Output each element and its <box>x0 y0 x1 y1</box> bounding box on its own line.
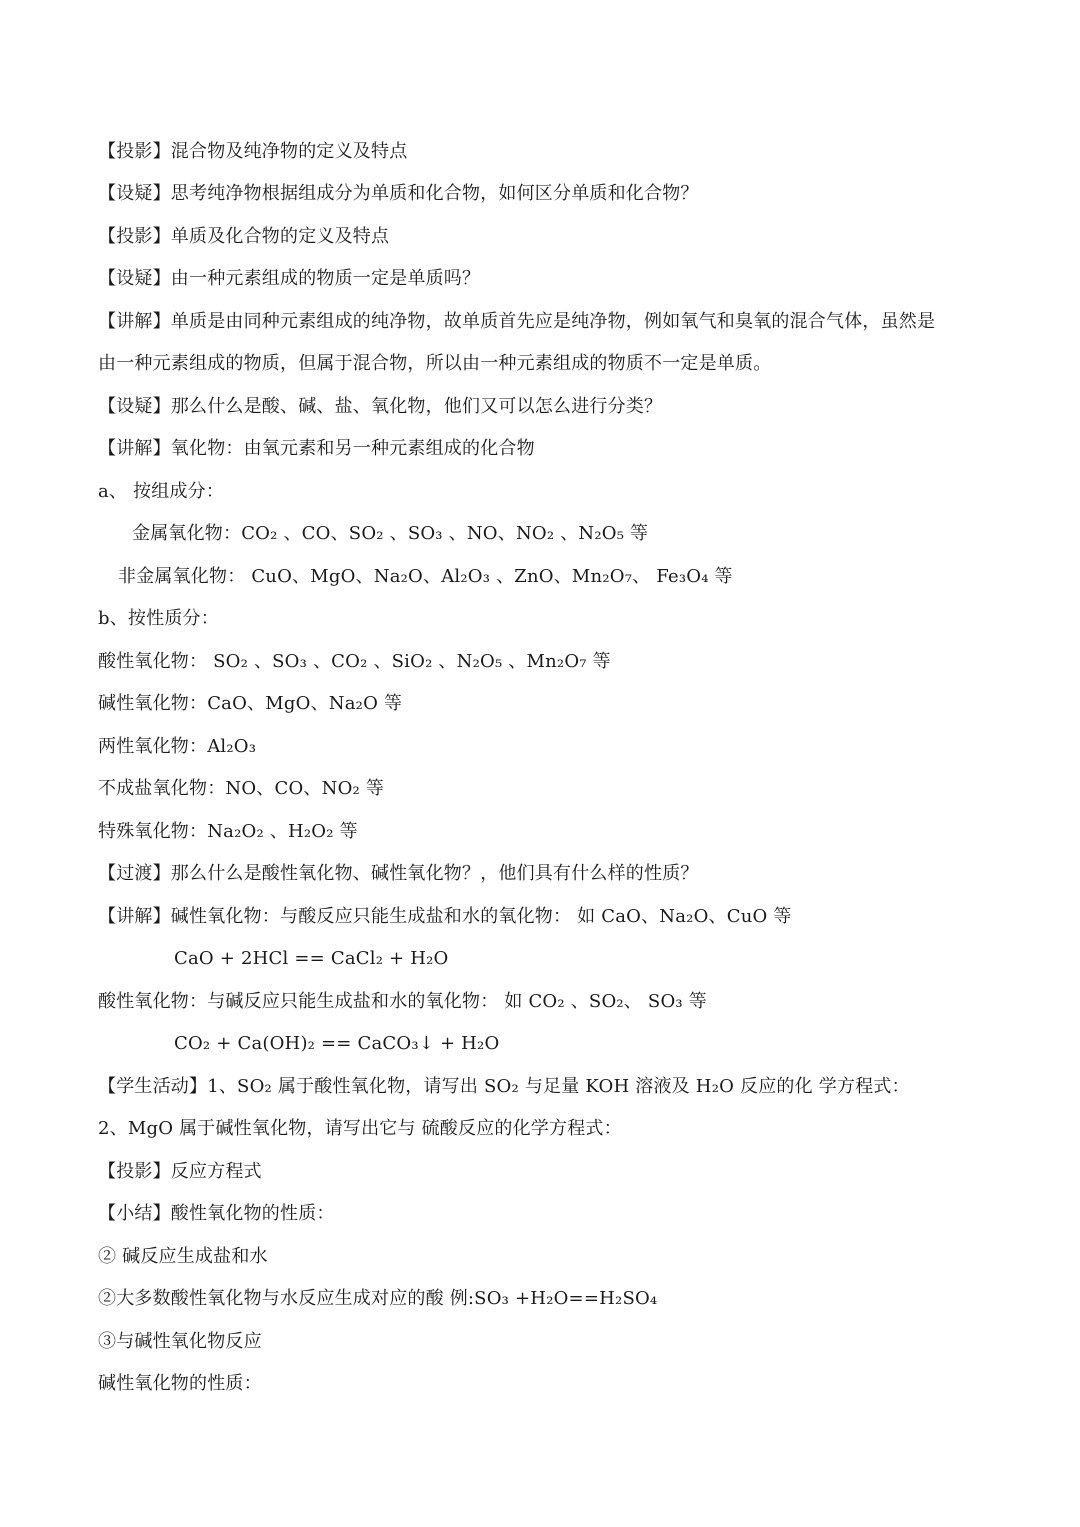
text-line: b、按性质分： <box>98 608 219 629</box>
text-line: 【小结】酸性氧化物的性质： <box>98 1203 335 1224</box>
text-line: 【投影】单质及化合物的定义及特点 <box>98 226 390 247</box>
text-line: 【讲解】氧化物：由氧元素和另一种元素组成的化合物 <box>98 438 535 459</box>
text-line: 【过渡】那么什么是酸性氧化物、碱性氧化物？，他们具有什么样的性质？ <box>98 863 699 884</box>
text-line: ③与碱性氧化物反应 <box>98 1331 262 1352</box>
equation-line: CO₂ + Ca(OH)₂ == CaCO₃↓ + H₂O <box>174 1033 500 1054</box>
text-line: 【学生活动】1、SO₂ 属于酸性氧化物，请写出 SO₂ 与足量 KOH 溶液及 H₂O 反应的化 学方程式： <box>98 1076 910 1097</box>
text-line: 【投影】混合物及纯净物的定义及特点 <box>98 141 408 162</box>
text-line: 金属氧化物：CO₂ 、CO、SO₂ 、SO₃ 、NO、NO₂ 、N₂O₅ 等 <box>132 523 649 544</box>
text-line: 【设疑】由一种元素组成的物质一定是单质吗？ <box>98 268 481 289</box>
text-line: a、 按组成分： <box>98 481 225 502</box>
text-line: 【投影】反应方程式 <box>98 1161 262 1182</box>
text-line: 2、MgO 属于碱性氧化物，请写出它与 硫酸反应的化学方程式： <box>98 1118 622 1139</box>
text-line: 酸性氧化物：与碱反应只能生成盐和水的氧化物： 如 CO₂ 、SO₂、 SO₃ 等 <box>98 991 707 1012</box>
text-line: ② 碱反应生成盐和水 <box>98 1246 268 1267</box>
text-line: 【讲解】碱性氧化物：与酸反应只能生成盐和水的氧化物： 如 CaO、Na₂O、CuO 等 <box>98 906 792 927</box>
text-line: 【讲解】单质是由同种元素组成的纯净物，故单质首先应是纯净物，例如氧气和臭氧的混合气体，虽然是 <box>98 311 936 332</box>
text-line: 两性氧化物：Al₂O₃ <box>98 736 257 757</box>
equation-line: CaO + 2HCl == CaCl₂ + H₂O <box>174 948 449 969</box>
text-line: 由一种元素组成的物质，但属于混合物，所以由一种元素组成的物质不一定是单质。 <box>98 353 772 374</box>
text-line: 不成盐氧化物：NO、CO、NO₂ 等 <box>98 778 385 799</box>
text-line: 【设疑】那么什么是酸、碱、盐、氧化物，他们又可以怎么进行分类？ <box>98 396 663 417</box>
text-line: 特殊氧化物：Na₂O₂ 、H₂O₂ 等 <box>98 821 358 842</box>
text-line: 碱性氧化物的性质： <box>98 1373 262 1394</box>
text-line: 碱性氧化物：CaO、MgO、Na₂O 等 <box>98 693 403 714</box>
text-line: 【设疑】思考纯净物根据组成分为单质和化合物，如何区分单质和化合物？ <box>98 183 699 204</box>
text-line: 酸性氧化物： SO₂ 、SO₃ 、CO₂ 、SiO₂ 、N₂O₅ 、Mn₂O₇ 等 <box>98 651 611 672</box>
text-line: 非金属氧化物： CuO、MgO、Na₂O、Al₂O₃ 、ZnO、Mn₂O₇、 Fe₃O₄ 等 <box>118 566 733 587</box>
text-line: ②大多数酸性氧化物与水反应生成对应的酸 例:SO₃ +H₂O==H₂SO₄ <box>98 1288 658 1309</box>
